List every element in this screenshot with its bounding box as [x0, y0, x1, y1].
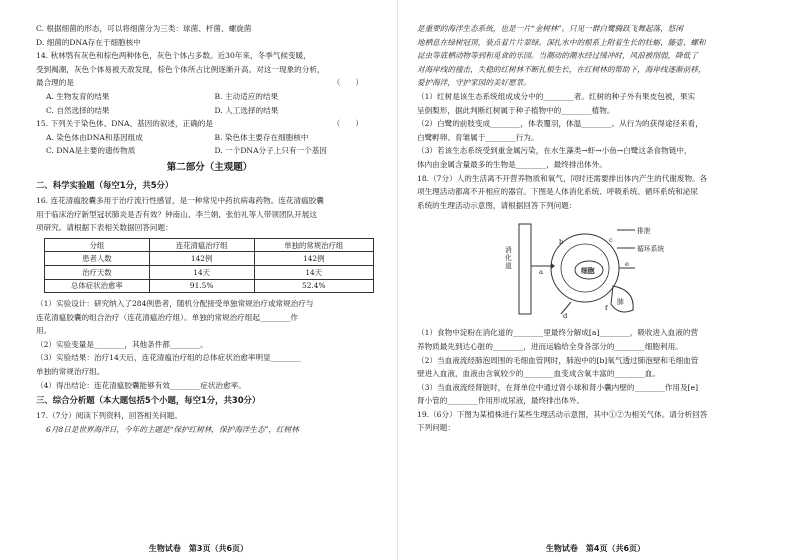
question-17-sub: 白鹭孵卵、育雏属于________行为。: [417, 132, 539, 142]
table-cell: 14天: [254, 265, 373, 279]
question-15-options: C. DNA是主要的遗传物质 D. 一个DNA分子上只有一个基因: [46, 146, 327, 156]
diagram-label-lung: 肺: [617, 298, 624, 307]
question-16-sub: （3）实验结果：治疗14天后，连花清瘟治疗组的总体症状治愈率明显________: [36, 353, 302, 363]
question-18-sub: （2）当血液流经肺泡周围的毛细血管网时，肺泡中的[b]氧气透过肺泡壁和毛细血管: [417, 355, 699, 365]
question-17-sub: 呈倒梨形，据此判断红树属于种子植物中的________植物。: [417, 105, 615, 115]
question-16-sub: 用。: [36, 326, 52, 336]
table-cell: 总体症状治愈率: [45, 279, 150, 293]
table-cell: 14天: [149, 265, 254, 279]
diagram-letter: e: [625, 260, 630, 269]
data-table: [44, 238, 374, 293]
table-cell: 治疗天数: [45, 265, 150, 279]
section-3-heading: 三、综合分析题（本大题包括5个小题，每空1分，共30分）: [36, 395, 261, 406]
question-14-line: 受到褐潮，灰色个体易被天敌发现，棕色个体所占比例逐渐升高。对这一现象的分析，: [36, 64, 325, 74]
question-16-sub: 连花清瘟胶囊的组合治疗（连花清瘟治疗组）。单独的常规治疗组起________作: [36, 312, 298, 322]
quote-line: 地栖息在绿树冠顶，装点着片片翠绿。深扎水中的根系上附着生长的牡蛎、藤壶、螺和: [417, 37, 706, 47]
question-17-sub: 体内由金属含量最多的生物是________，最终排出体外。: [417, 159, 607, 169]
diagram-letter: b: [559, 238, 564, 247]
page-footer: 生物试卷 第4页（共6页）: [545, 544, 646, 553]
table-cell: 91.5%: [149, 279, 254, 293]
option-line: C. 根据细菌的形态，可以将细菌分为三类：球菌、杆菌、螺旋菌: [36, 24, 252, 33]
question-17: 17.（7分）阅读下列资料，回答相关问题。: [36, 411, 182, 421]
quote-line: 是重要的海洋生态系统，也是一片“金树林”。只见一群白鹭腾跃飞舞起落，悠闲: [417, 24, 683, 33]
table-cell: 142例: [149, 252, 254, 266]
question-16-sub: 单独的常规治疗组。: [36, 367, 105, 377]
table-header-cell: 分组: [45, 238, 150, 252]
table-row: [45, 252, 374, 266]
question-16-line: 用于临床治疗新型冠状肺炎是否有效？钟南山、李兰娟、张伯礼等人带领团队开展这: [36, 209, 317, 219]
arrow-a-head: [551, 263, 555, 269]
question-14-line: 最合理的是 （ ）: [36, 78, 363, 88]
question-17-sub: （2）白鹭的前肢变成________，体表覆羽，体温________。从行为的获得途径来看，: [417, 119, 703, 129]
question-18-sub: 肾小管的________作用形成尿液，最终排出体外。: [417, 396, 585, 406]
diagram-letter: f: [605, 304, 608, 313]
table-row: [45, 265, 374, 279]
diagram-label-digestive-tract: 消化道: [505, 246, 512, 271]
question-18-line: 系统的生理活动示意图，请根据回答下列问题：: [417, 200, 577, 210]
question-19-line: 下列问题：: [417, 423, 455, 433]
diagram-letter: d: [563, 312, 568, 321]
question-15: 15. 下列关于染色体、DNA、基因的叙述，正确的是 （ ）: [36, 119, 363, 129]
question-16-sub: （4）得出结论：连花清瘟胶囊能够有效________症状治愈率。: [36, 380, 246, 390]
quote-line: 爱护海洋，守护家园的美好愿景。: [417, 78, 531, 88]
question-15-options: A. 染色体由DNA和基因组成 B. 染色体主要存在细胞核中: [46, 132, 309, 142]
table-cell: 患者人数: [45, 252, 150, 266]
question-18-line: 项生理活动都离不开相应的器官。下图是人体消化系统、呼吸系统、循环系统和泌尿: [417, 187, 698, 197]
table-header-cell: 连花清瘟治疗组: [149, 238, 254, 252]
question-17-sub: （1）红树是该生态系统组成成分中的________者。红树的种子外有果皮包被，果实: [417, 91, 696, 101]
table-header-row: [45, 238, 374, 252]
question-18-sub: 壁进入血液，血液由含氧较少的________血变成含氧丰富的________血。: [417, 369, 660, 379]
right-page: [397, 0, 794, 560]
section-2-heading: 二、科学实验题（每空1分，共5分）: [36, 179, 174, 190]
question-19: 19.（6分）下图为某植株进行某些生理活动示意图，其中①②为相关气体。请分析回答: [417, 409, 708, 419]
diagram-label-cell: 细胞: [581, 267, 595, 276]
quote-line: 昆虫等底栖动物等到和觅食的乐园。当潮动的潮水经过缓冲时，风浪被削弱，降低了: [417, 51, 698, 61]
question-18-sub: （1）食物中淀粉在消化道的________里最终分解成[a]________，吸收进入血液的营: [417, 328, 699, 338]
table-cell: 52.4%: [254, 279, 373, 293]
digestive-tract-shape: [519, 224, 531, 314]
question-17-quote: 6月8日是世界海洋日，今年的主题是“保护红树林，保护海洋生态”，红树林: [46, 424, 299, 434]
part-two-heading: 第二部分（主观题）: [166, 161, 253, 173]
question-18: 18.（7分）人的生活离不开营养物质和氧气，同时还需要排出体内产生的代谢废物。各: [417, 173, 708, 183]
question-14: 14. 秋林鸮有灰色和棕色两种体色，灰色个体占多数。近30年来，冬季气候变暖，: [36, 51, 311, 61]
physiology-diagram: [505, 216, 665, 324]
option-line: D. 细菌的DNA存在于细胞核中: [36, 37, 141, 47]
table-cell: 142例: [254, 252, 373, 266]
page-footer: 生物试卷 第3页（共6页）: [148, 544, 249, 553]
question-16: 16. 连花清瘟胶囊多用于治疗流行性感冒，是一种常见中药抗病毒药物。连花清瘟胶囊: [36, 195, 324, 205]
table-row: [45, 279, 374, 293]
table-header-cell: 单独的常规治疗组: [254, 238, 373, 252]
question-16-sub: （2）实验变量是________，其他条件都________。: [36, 339, 208, 349]
question-14-options: A. 生物发育的结果 B. 主动适应的结果: [46, 91, 279, 101]
question-16-sub: （1）实验设计：研究纳入了284例患者，随机分配接受单独常规治疗或常规治疗与: [36, 299, 314, 309]
question-14-options: C. 自然选择的结果 D. 人工选择的结果: [46, 105, 279, 115]
question-17-sub: （3）若该生态系统受到重金属污染，在水生藻类→虾→小鱼→白鹭这条食物链中，: [417, 146, 692, 156]
quote-line: 对海岸线的撞击，失稳的红树林不断扎根生长，在红树林的帮助下，海岸线逐渐前移，: [417, 64, 706, 74]
question-18-sub: 养物质最先到达心脏的________，进而运输给全身各部分的________细胞利用。: [417, 341, 683, 351]
diagram-label-excretion: 排泄: [637, 227, 651, 236]
diagram-letter: a: [539, 268, 544, 277]
diagram-label-circulation: 循环系统: [637, 245, 665, 254]
question-18-sub: （3）当血液流经肾脏时，在肾单位中通过肾小球和肾小囊内壁的________作用及[e]: [417, 382, 699, 392]
question-16-line: 项研究。请根据下表相关数据回答问题：: [36, 223, 173, 233]
diagram-letter: c: [609, 236, 613, 245]
